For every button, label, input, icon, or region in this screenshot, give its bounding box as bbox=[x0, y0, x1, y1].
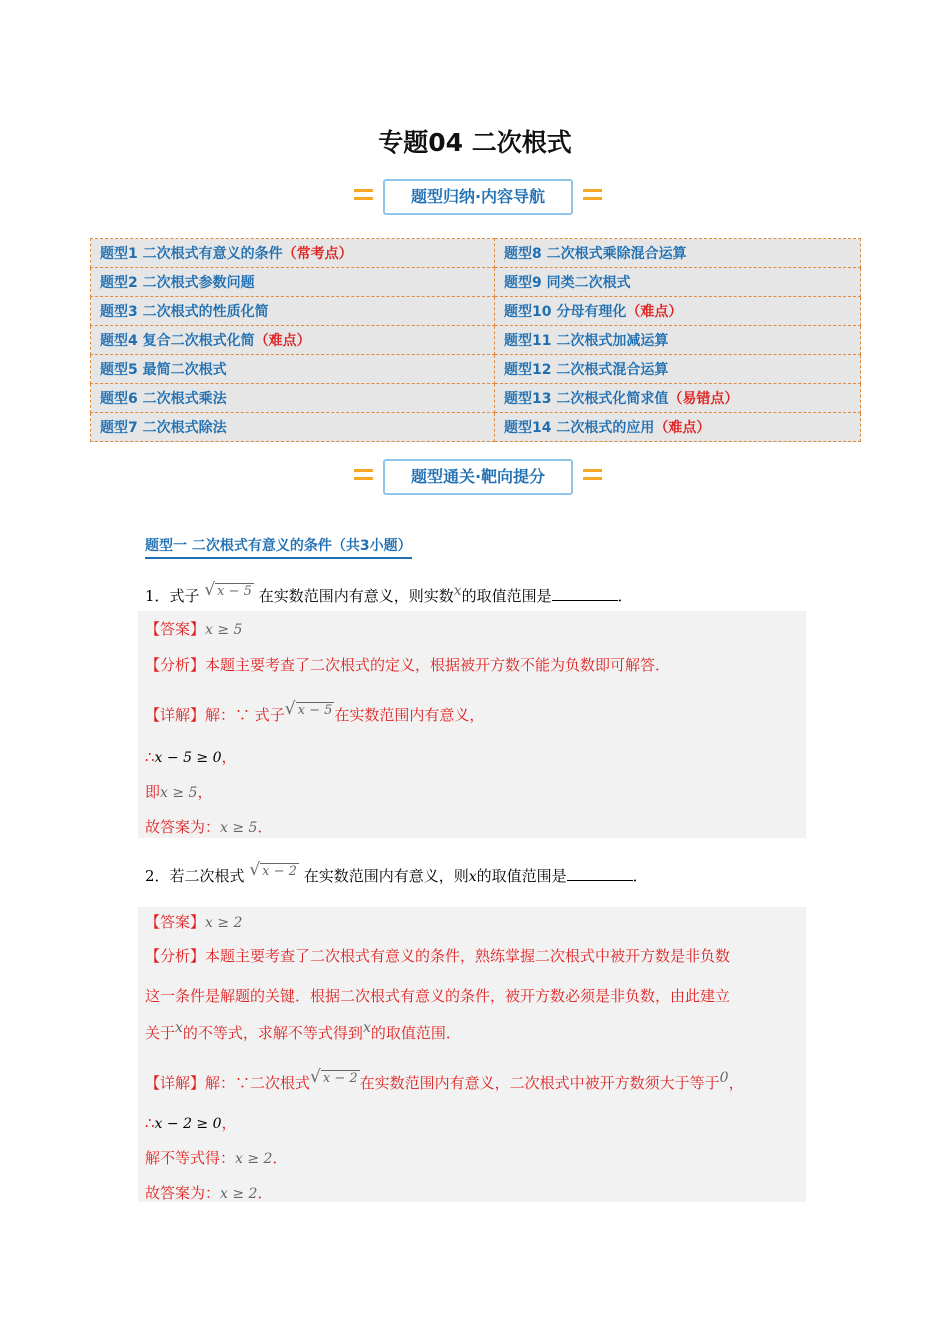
toc-item[interactable]: 题型6 二次根式乘法 bbox=[91, 384, 495, 413]
toc-row bbox=[91, 326, 861, 355]
toc-item[interactable]: 题型2 二次根式参数问题 bbox=[91, 268, 495, 297]
toc-item[interactable]: 题型5 最简二次根式 bbox=[91, 355, 495, 384]
answer-blank[interactable] bbox=[567, 866, 633, 881]
toc-row bbox=[91, 355, 861, 384]
toc-item[interactable]: 题型14 二次根式的应用（难点） bbox=[495, 413, 861, 442]
banner-label: 题型通关·靶向提分 bbox=[383, 459, 573, 495]
sqrt-expression: √ x − 5 bbox=[284, 699, 333, 719]
section-banner-navigation bbox=[350, 177, 606, 217]
sqrt-expression: √ x − 2 bbox=[249, 860, 297, 880]
sqrt-expression: √ x − 5 bbox=[204, 580, 252, 600]
toc-note: （难点） bbox=[626, 304, 683, 320]
section-banner-practice bbox=[350, 457, 606, 497]
toc-note: （难点） bbox=[254, 333, 311, 349]
toc-item[interactable]: 题型1 二次根式有意义的条件（常考点） bbox=[91, 239, 495, 268]
toc-item[interactable]: 题型11 二次根式加减运算 bbox=[495, 326, 861, 355]
page-title: 专题04 二次根式 bbox=[378, 128, 572, 157]
toc-item[interactable]: 题型12 二次根式混合运算 bbox=[495, 355, 861, 384]
toc-item[interactable]: 题型8 二次根式乘除混合运算 bbox=[495, 239, 861, 268]
toc-row bbox=[91, 268, 861, 297]
question-2: 2．若二次根式 √ x − 2 在实数范围内有意义，则x的取值范围是 ． bbox=[145, 860, 648, 885]
toc-row bbox=[91, 384, 861, 413]
toc-item[interactable]: 题型7 二次根式除法 bbox=[91, 413, 495, 442]
toc-table bbox=[90, 238, 861, 442]
toc-note: （常考点） bbox=[282, 246, 353, 262]
toc-row bbox=[91, 239, 861, 268]
banner-label: 题型归纳·内容导航 bbox=[383, 179, 573, 215]
toc-item[interactable]: 题型3 二次根式的性质化简 bbox=[91, 297, 495, 326]
section-heading: 题型一 二次根式有意义的条件（共3小题） bbox=[145, 535, 412, 559]
toc-item[interactable]: 题型10 分母有理化（难点） bbox=[495, 297, 861, 326]
toc-item[interactable]: 题型9 同类二次根式 bbox=[495, 268, 861, 297]
toc-note: （难点） bbox=[654, 420, 711, 436]
toc-note: （易错点） bbox=[668, 391, 739, 407]
answer-box-2: 【答案】x ≥ 2 【分析】本题主要考查了二次根式有意义的条件，熟练掌握二次根式中被开方数是非负数 这一条件是解题的关键．根据二次根式有意义的条件，被开方数必须是非负数，由此建立 关于x的不等式，求解不等式得到x的取值范围． 【详解】解：∵二次根式√ x − 2 在实数范围内有意义，二次根式中被开方数须大于等于0， ∴x − 2 ≥ 0， 解不等式得：x ≥ 2． 故答案为：x ≥ 2． bbox=[138, 907, 806, 1202]
sqrt-expression: √ x − 2 bbox=[310, 1067, 358, 1087]
toc-item[interactable]: 题型4 复合二次根式化简（难点） bbox=[91, 326, 495, 355]
question-1: 1．式子 √ x − 5 在实数范围内有意义，则实数x的取值范围是 ． bbox=[145, 580, 633, 605]
answer-blank[interactable] bbox=[552, 586, 618, 601]
toc-row bbox=[91, 297, 861, 326]
toc-item[interactable]: 题型13 二次根式化简求值（易错点） bbox=[495, 384, 861, 413]
toc-row bbox=[91, 413, 861, 442]
answer-box-1: 【答案】x ≥ 5 【分析】本题主要考查了二次根式的定义，根据被开方数不能为负数即可解答． 【详解】解：∵ 式子√ x − 5 在实数范围内有意义， ∴x − 5 ≥ 0， 即x ≥ 5， 故答案为：x ≥ 5． bbox=[138, 611, 806, 838]
